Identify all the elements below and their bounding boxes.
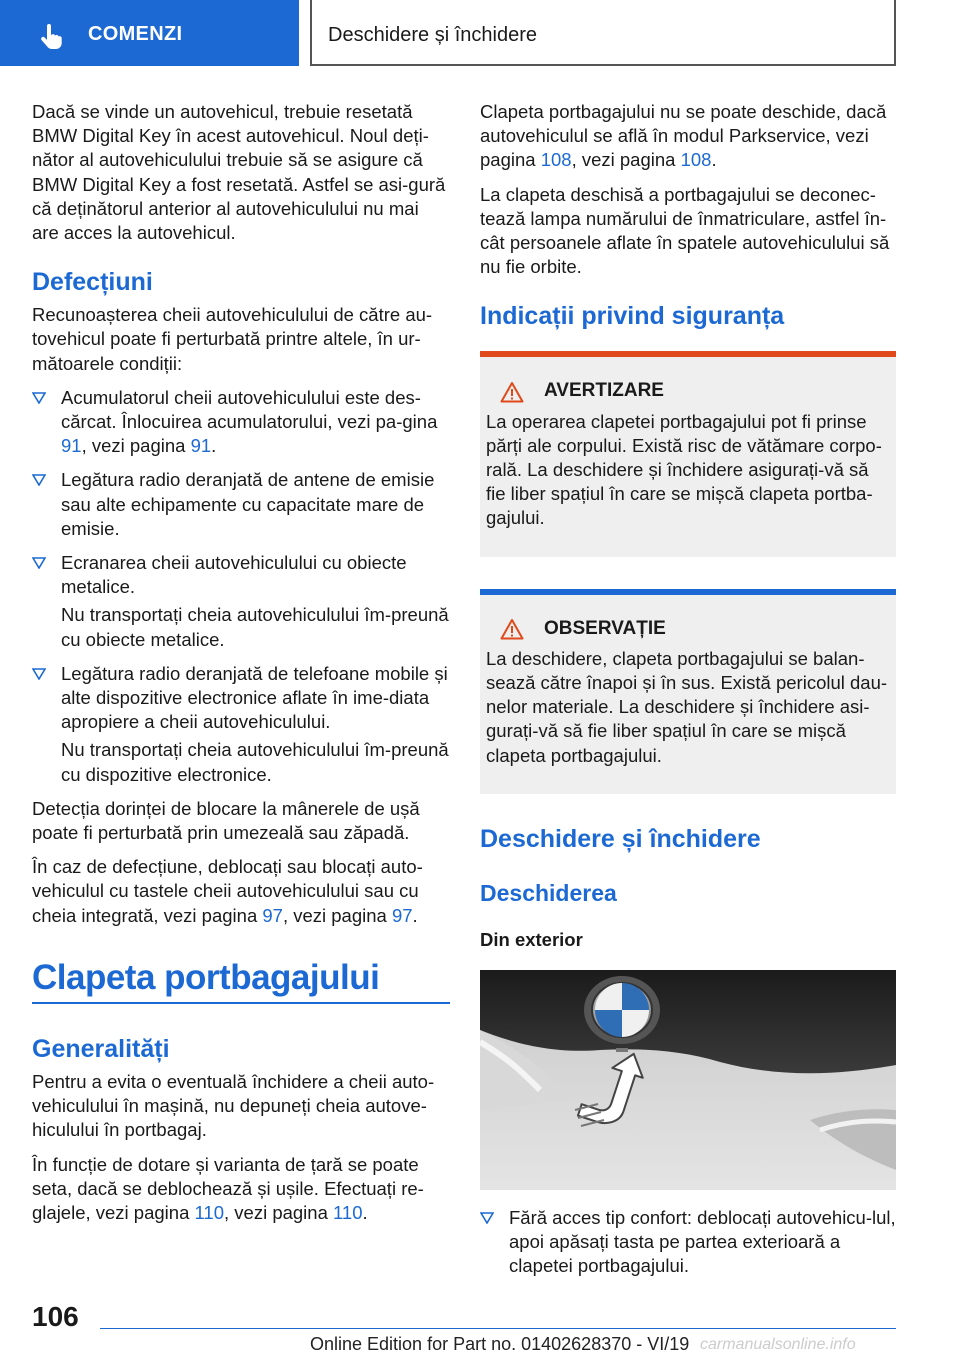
paragraph-detectia: Detecția dorinței de blocare la mânerele de ușă poate fi perturbată prin umezeală sau zăpadă.	[32, 797, 420, 844]
paragraph-generalitati-2	[32, 1153, 450, 1226]
list-item-text: Fără acces tip confort: deblocați autovehicu‐lul, apoi apăsați tasta pe partea exterioară a clapetei portbagajului.	[509, 1207, 896, 1277]
header-section-label: Deschidere și închidere	[328, 24, 537, 46]
right-column	[480, 100, 896, 1289]
header-tab-label: COMENZI	[88, 23, 183, 45]
page-link-108[interactable]: 108	[540, 149, 572, 171]
observation-box	[480, 595, 896, 794]
heading-deschidere: Deschidere și închidere	[480, 824, 761, 853]
list-item-subtext: Nu transportați cheia autovehiculului îm‐preună cu obiecte metalice.	[61, 604, 449, 650]
triangle-bullet-icon	[32, 668, 46, 680]
text-span: .	[711, 149, 717, 171]
text-span: .	[211, 435, 217, 457]
header-tab-comenzi[interactable]	[0, 0, 299, 66]
warning-text: La operarea clapetei portbagajului pot fi prinse părți ale corpului. Există risc de vătămare corpo‐rală. La deschidere și închidere asigurați-vă să fie liber spațiul în care se mișcă clapeta portba‐gajului.	[486, 410, 882, 529]
triangle-bullet-icon	[32, 392, 46, 404]
warning-triangle-icon	[500, 618, 524, 640]
text-span: În caz de defecțiune, deblocați sau blocați auto‐vehiculul cu tastele cheii autovehiculului sau cu cheia integrată, vezi pagina	[32, 856, 423, 926]
text-span: Clapeta portbagajului nu se poate deschide, dacă autovehiculul se află în modul Parkservice, vezi pagina	[480, 101, 887, 171]
paragraph-parkservice	[480, 100, 896, 173]
hand-pointer-icon	[38, 23, 66, 51]
text-span: , vezi pagina	[571, 149, 681, 171]
text-span: Acumulatorul cheii autovehiculului este des‐cărcat. Înlocuirea acumulatorului, vezi pa‐gina	[61, 386, 438, 433]
list-item-subtext: Nu transportați cheia autovehiculului îm‐preună cu dispozitive electronice.	[61, 739, 449, 785]
defect-list	[32, 386, 450, 787]
trunk-photo	[480, 970, 896, 1190]
list-item	[32, 468, 450, 541]
list-item	[32, 551, 450, 652]
text-span: , vezi pagina	[224, 1201, 334, 1223]
page-link-91-b[interactable]: 91	[190, 435, 212, 457]
open-list	[480, 1206, 896, 1279]
heading-defectiuni: Defecțiuni	[32, 268, 153, 297]
observation-title-row	[500, 617, 890, 641]
heading-clapeta-wrap	[32, 956, 450, 1004]
text-span: .	[362, 1201, 368, 1223]
footer-watermark: carmanualsonline.info	[700, 1336, 856, 1353]
text-span: , vezi pagina	[282, 904, 392, 926]
heading-clapeta: Clapeta portbagajului	[32, 957, 380, 997]
page-link-110-b[interactable]: 110	[333, 1201, 363, 1223]
page-link-110[interactable]: 110	[194, 1201, 224, 1223]
page-link-91[interactable]: 91	[61, 435, 82, 457]
footer-rule	[100, 1328, 896, 1329]
list-item-text: Legătura radio deranjată de telefoane mobile și alte dispozitive electronice aflate în ime‐diata apropiere a cheii autovehiculului.	[61, 662, 448, 733]
list-item	[32, 386, 450, 459]
list-item-text	[61, 386, 450, 459]
warning-triangle-icon	[500, 381, 524, 403]
paragraph-generalitati-1: Pentru a evita o eventuală închidere a cheii auto‐vehiculului în mașină, nu depuneți cheia autove‐hiculului în portbagaj.	[32, 1070, 435, 1141]
page-number: 106	[32, 1301, 79, 1332]
observation-title: OBSERVAȚIE	[544, 617, 666, 639]
list-item-text: Legătura radio deranjată de antene de emisie sau alte echipamente cu capacitate mare de emisie.	[61, 469, 435, 539]
page-link-97-b[interactable]: 97	[391, 904, 413, 926]
observation-text: La deschidere, clapeta portbagajului se balan‐sează către înapoi și în sus. Există pericolul dau‐nelor materiale. La deschidere și închidere asi‐gurați-vă să fie liber spațiul în care se mișcă clapeta portbagajului.	[486, 647, 888, 766]
paragraph-intro: Dacă se vinde un autovehicul, trebuie resetată BMW Digital Key în acest autovehicul. Noul deți‐nător al autovehiculului trebuie să se asigure că BMW Digital Key a fost resetată. Astfel se asi‐gură că deținătorul anterior al autovehiculului nu mai are acces la autovehicul.	[32, 101, 446, 244]
heading-din-exterior: Din exterior	[480, 928, 583, 950]
left-column	[32, 100, 450, 1235]
list-item	[32, 662, 450, 787]
heading-deschiderea: Deschiderea	[480, 879, 617, 906]
list-item-text: Ecranarea cheii autovehiculului cu obiecte metalice.	[61, 552, 407, 598]
header-section	[310, 0, 896, 66]
paragraph-lampa: La clapeta deschisă a portbagajului se deconec‐tează lampa numărului de înmatriculare, astfel în‐cât persoanele aflate în spatele autovehiculului să nu fie orbite.	[480, 183, 890, 278]
footer-edition: Online Edition for Part no. 01402628370 - VI/19	[310, 1334, 690, 1354]
warning-title-row	[500, 379, 890, 403]
text-span: .	[412, 904, 418, 926]
list-item	[480, 1206, 896, 1279]
page-link-97[interactable]: 97	[262, 904, 283, 926]
warning-box	[480, 357, 896, 556]
paragraph-caz	[32, 855, 450, 928]
triangle-bullet-icon	[480, 1212, 494, 1224]
warning-title: AVERTIZARE	[544, 380, 664, 402]
triangle-bullet-icon	[32, 474, 46, 486]
paragraph-defectiuni: Recunoașterea cheii autovehiculului de către au‐tovehicul poate fi perturbată printre altele, în ur‐mătoarele condiții:	[32, 304, 433, 374]
heading-generalitati: Generalități	[32, 1034, 170, 1063]
triangle-bullet-icon	[32, 557, 46, 569]
text-span: În funcție de dotare și varianta de țară se poate seta, dacă se deblochează și ușile. Efectuați re‐glajele, vezi pagina	[32, 1153, 424, 1223]
page-link-108-b[interactable]: 108	[680, 149, 712, 171]
heading-indicatii: Indicații privind siguranța	[480, 302, 785, 331]
text-span: , vezi pagina	[81, 435, 191, 457]
